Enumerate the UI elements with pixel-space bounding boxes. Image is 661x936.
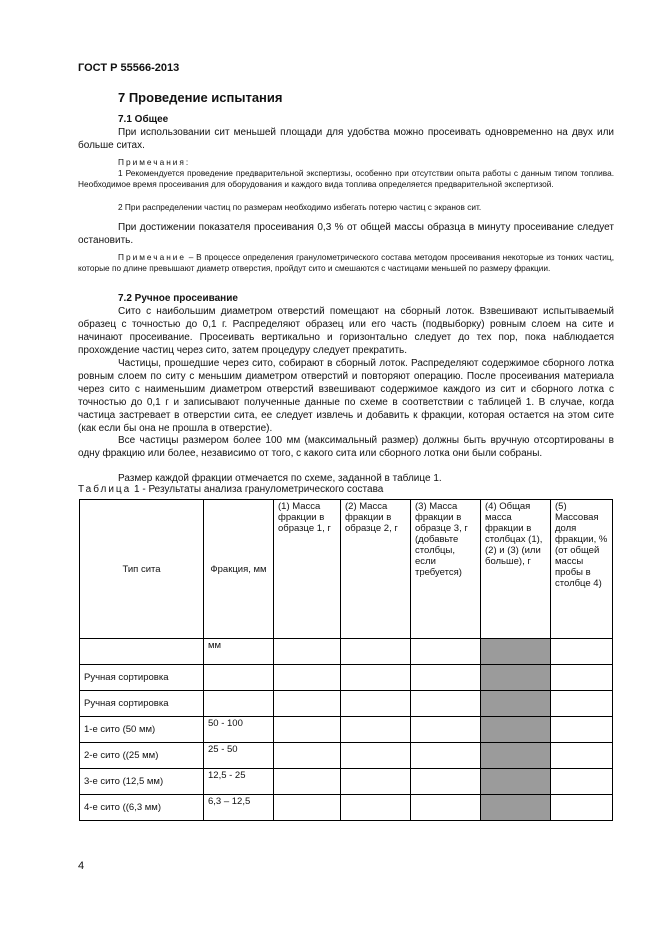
s72-paragraph-4: Размер каждой фракции отмечается по схеме, заданной в таблице 1. xyxy=(118,473,442,484)
page-number: 4 xyxy=(78,860,85,872)
note-3-label: Примечание xyxy=(118,252,187,262)
cell-empty xyxy=(411,717,481,743)
cell-empty xyxy=(274,743,341,769)
header-fraction: Фракция, мм xyxy=(204,500,274,639)
cell-empty xyxy=(341,665,411,691)
header-sieve-type: Тип сита xyxy=(80,500,204,639)
cell-fraction: мм xyxy=(204,639,274,665)
notes-label: Примечания: xyxy=(118,157,191,167)
table-row xyxy=(80,665,613,691)
cell-gray xyxy=(481,769,551,795)
cell-empty xyxy=(551,639,613,665)
cell-empty xyxy=(274,639,341,665)
cell-empty xyxy=(551,769,613,795)
section-title: 7 Проведение испытания xyxy=(118,90,283,105)
cell-fraction: 25 - 50 xyxy=(204,743,274,769)
note-2: 2 При распределении частиц по размерам необходимо избегать потерю частиц с экранов сит. xyxy=(118,202,482,212)
s72-paragraph-3: Все частицы размером более 100 мм (максимальный размер) должны быть вручную отсортированы в одну фракцию или более, независимо от того, с какого сита или сборного лотка они были собраны. xyxy=(78,435,614,459)
cell-empty xyxy=(274,717,341,743)
cell-type: Ручная сортировка xyxy=(80,665,204,691)
cell-fraction: 12,5 - 25 xyxy=(204,769,274,795)
table-row xyxy=(80,691,613,717)
cell-empty xyxy=(274,665,341,691)
cell-type: 1-е сито (50 мм) xyxy=(80,717,204,743)
note-3 xyxy=(78,252,614,274)
cell-empty xyxy=(411,691,481,717)
subsection-7-1-title: 7.1 Общее xyxy=(118,114,169,125)
cell-fraction xyxy=(204,691,274,717)
cell-fraction: 6,3 – 12,5 xyxy=(204,795,274,821)
cell-gray xyxy=(481,665,551,691)
cell-empty xyxy=(274,795,341,821)
cell-empty xyxy=(551,717,613,743)
s71-paragraph-2: При достижении показателя просеивания 0,3 % от общей массы образца в минуту просеивание следует остановить. xyxy=(78,222,614,246)
cell-empty xyxy=(341,743,411,769)
cell-empty xyxy=(411,743,481,769)
table-row xyxy=(80,717,613,743)
cell-empty xyxy=(411,795,481,821)
s72-paragraph-2: Частицы, прошедшие через сито, собирают в сборный лоток. Распределяют содержимое сборного лотка ровным слоем по ситу с меньшим диаметром отверстий и повторяют операцию. После просеивания материала через сито с наименьшим диаметром отверстий взвешивают содержимое каждого из сит и сборного лотка с точностью до 0,1 г и записывают полученные данные по схеме в соответствии с таблицей 1. В случае, когда частица застревает в отверстии сита, ее следует извлечь и добавить к фракции, которая остается на этом сите (как если бы она не прошла в отверстие). xyxy=(78,358,614,434)
cell-gray xyxy=(481,717,551,743)
table-row xyxy=(80,769,613,795)
cell-empty xyxy=(341,795,411,821)
subsection-7-2-title: 7.2 Ручное просеивание xyxy=(118,293,238,304)
cell-empty xyxy=(551,691,613,717)
table-caption-text: 1 - Результаты анализа гранулометрического состава xyxy=(131,484,384,495)
cell-empty xyxy=(551,795,613,821)
cell-empty xyxy=(411,639,481,665)
cell-empty xyxy=(411,769,481,795)
cell-type: 4-е сито ((6,3 мм) xyxy=(80,795,204,821)
cell-gray xyxy=(481,743,551,769)
cell-empty xyxy=(274,769,341,795)
table-caption-label: Таблица xyxy=(78,484,132,495)
cell-empty xyxy=(411,665,481,691)
header-mass-fraction: (5) Массовая доля фракции, % (от общей массы пробы в столбце 4) xyxy=(551,500,613,639)
table-row xyxy=(80,795,613,821)
header-total-mass: (4) Общая масса фракции в столбцах (1), (2) и (3) (или больше), г xyxy=(481,500,551,639)
results-table xyxy=(79,499,613,821)
s71-paragraph-1: При использовании сит меньшей площади для удобства можно просеивать одновременно на двух или больше ситах. xyxy=(78,127,614,151)
cell-empty xyxy=(274,691,341,717)
cell-empty xyxy=(341,691,411,717)
cell-empty xyxy=(341,639,411,665)
note-1: 1 Рекомендуется проведение предварительной экспертизы, особенно при отсутствии опыта работы с данным типом топлива. Необходимое время просеивания для оборудования и каждого вида топлива определяется предварительной экспертизой. xyxy=(78,168,614,189)
table-row xyxy=(80,639,613,665)
cell-empty xyxy=(341,717,411,743)
cell-empty xyxy=(551,665,613,691)
cell-type: Ручная сортировка xyxy=(80,691,204,717)
cell-type: 3-е сито (12,5 мм) xyxy=(80,769,204,795)
cell-empty xyxy=(551,743,613,769)
cell-fraction: 50 - 100 xyxy=(204,717,274,743)
header-sample-1: (1) Масса фракции в образце 1, г xyxy=(274,500,341,639)
cell-gray xyxy=(481,639,551,665)
header-sample-2: (2) Масса фракции в образце 2, г xyxy=(341,500,411,639)
note-3-text: – В процессе определения гранулометрического состава методом просеивания некоторые из тонких частиц, которые по длине превышают диаметр отверстия, пройдут сито и смешаются с частицами меньшей по размеру фракции. xyxy=(78,252,614,273)
table-row xyxy=(80,743,613,769)
table-caption xyxy=(78,484,383,495)
s72-paragraph-1: Сито с наибольшим диаметром отверстий помещают на сборный лоток. Взвешивают испытываемый образец с точностью до 0,1 г. Распределяют образец или его часть (подвыборку) ровным слоем на сите и начинают просеивание. Просеивать вертикально и горизонтально следует до тех пор, пока наблюдается прохождение частиц через сито, затем процедуру следует прекратить. xyxy=(78,306,614,356)
cell-gray xyxy=(481,691,551,717)
cell-type: 2-е сито ((25 мм) xyxy=(80,743,204,769)
table-header-row xyxy=(80,500,613,639)
header-sample-3: (3) Масса фракции в образце 3, г (добавьте столбцы, если требуется) xyxy=(411,500,481,639)
cell-empty xyxy=(341,769,411,795)
cell-type xyxy=(80,639,204,665)
document-header: ГОСТ Р 55566-2013 xyxy=(78,62,180,74)
cell-fraction xyxy=(204,665,274,691)
cell-gray xyxy=(481,795,551,821)
